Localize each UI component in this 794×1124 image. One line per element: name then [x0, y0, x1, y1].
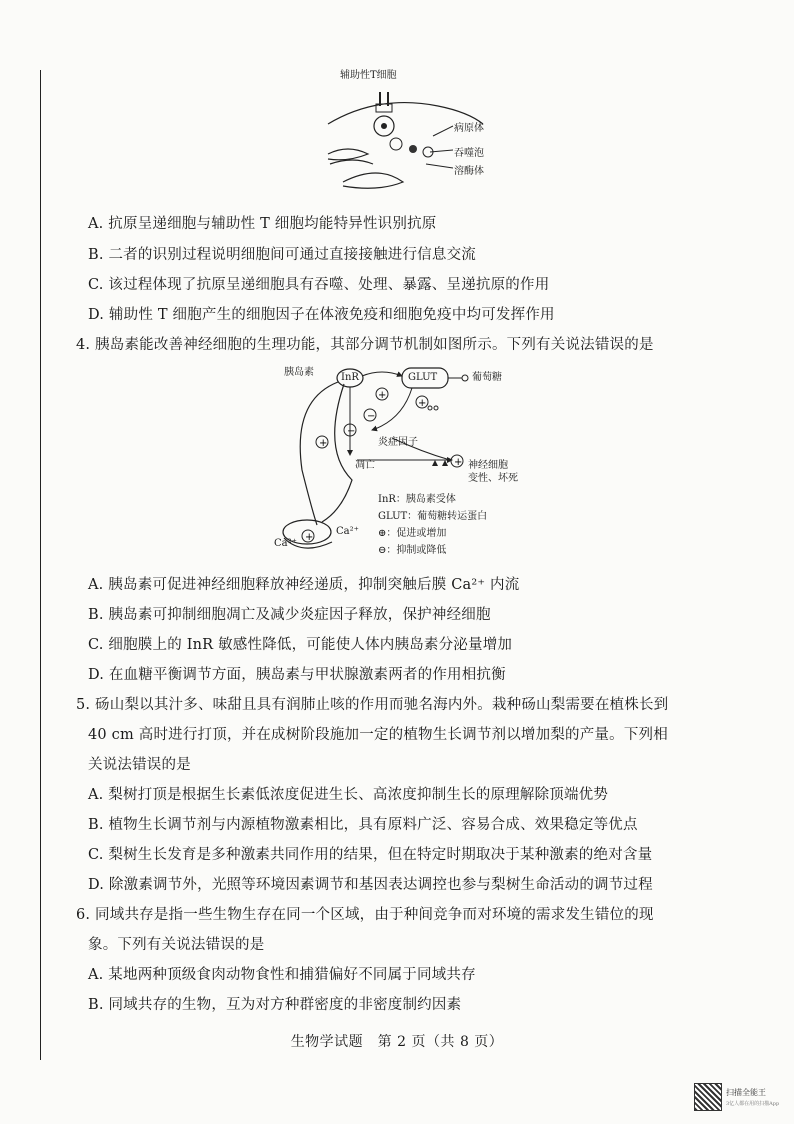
q4-option-c: C. 细胞膜上的 InR 敏感性降低，可能使人体内胰岛素分泌量增加: [88, 637, 513, 653]
q5-option-b: B. 植物生长调节剂与内源植物激素相比，具有原料广泛、容易合成、效果稳定等优点: [88, 817, 638, 833]
neuron-label: 神经细胞: [468, 460, 508, 471]
q6-option-b: B. 同域共存的生物，互为对方种群密度的非密度制约因素: [88, 997, 462, 1013]
neuron-degeneration-label: 变性、坏死: [468, 473, 518, 484]
svg-text:−: −: [367, 411, 376, 422]
q5-stem-line-1: 5. 砀山梨以其汁多、味甜且具有润肺止咳的作用而驰名海内外。栽种砀山梨需要在植株长到: [76, 697, 669, 713]
antigen-presentation-figure: [318, 64, 488, 196]
q3-option-d: D. 辅助性 T 细胞产生的细胞因子在体液免疫和细胞免疫中均可发挥作用: [88, 307, 555, 323]
inr-label: InR: [341, 372, 359, 383]
q5-stem-line-2: 40 cm 高时进行打顶，并在成树阶段施加一定的植物生长调节剂以增加梨的产量。下列相: [88, 727, 668, 743]
q4-option-d: D. 在血糖平衡调节方面，胰岛素与甲状腺激素两者的作用相抗衡: [88, 667, 506, 683]
phagosome-label: 吞噬泡: [454, 148, 484, 159]
q6-stem-line-1: 6. 同域共存是指一些生物生存在同一个区域，由于种间竞争而对环境的需求发生错位的现: [76, 907, 654, 923]
glucose-label: 葡萄糖: [472, 372, 502, 383]
ca-top-label: Ca²⁺: [336, 526, 359, 537]
q5-option-c: C. 梨树生长发育是多种激素共同作用的结果，但在特定时期取决于某种激素的绝对含量: [88, 847, 653, 863]
figure-legend: [378, 490, 487, 558]
ca-left-label: Ca²⁺: [274, 538, 297, 549]
apoptosis-label: 凋亡: [355, 460, 375, 471]
svg-text:+: +: [305, 532, 314, 543]
q5-stem-line-3: 关说法错误的是: [88, 757, 191, 773]
legend-inr: InR：胰岛素受体: [378, 494, 456, 505]
page-footer: 生物学试题 第 2 页（共 8 页）: [290, 1034, 504, 1050]
q5-option-d: D. 除激素调节外，光照等环境因素调节和基因表达调控也参与梨树生命活动的调节过程: [88, 877, 653, 893]
q5-option-a: A. 梨树打顶是根据生长素低浓度促进生长、高浓度抑制生长的原理解除顶端优势: [88, 787, 609, 803]
q6-option-a: A. 某地两种顶级食肉动物食性和捕猎偏好不同属于同域共存: [88, 967, 476, 983]
legend-promote: ⊕：促进或增加: [378, 528, 447, 539]
q4-option-a: A. 胰岛素可促进神经细胞释放神经递质，抑制突触后膜 Ca²⁺ 内流: [88, 577, 520, 593]
margin-rule: [40, 70, 41, 1060]
q3-option-a: A. 抗原呈递细胞与辅助性 T 细胞均能特异性识别抗原: [88, 216, 437, 232]
glut-label: GLUT: [408, 372, 438, 383]
q4-option-b: B. 胰岛素可抑制细胞凋亡及减少炎症因子释放，保护神经细胞: [88, 607, 491, 623]
q4-stem: 4. 胰岛素能改善神经细胞的生理功能，其部分调节机制如图所示。下列有关说法错误的是: [76, 337, 654, 353]
svg-text:+: +: [418, 398, 427, 409]
svg-text:+: +: [319, 438, 328, 449]
q3-option-b: B. 二者的识别过程说明细胞间可通过直接接触进行信息交流: [88, 247, 476, 263]
svg-text:+: +: [378, 390, 387, 401]
watermark-brand: 扫描全能王: [726, 1088, 766, 1097]
svg-text:−: −: [347, 426, 356, 437]
pathogen-label: 病原体: [454, 123, 484, 134]
t-cell-label: 辅助性T细胞: [340, 70, 397, 81]
q3-option-c: C. 该过程体现了抗原呈递细胞具有吞噬、处理、暴露、呈递抗原的作用: [88, 277, 550, 293]
inflammation-label: 炎症因子: [378, 437, 418, 448]
qr-code-icon: [694, 1083, 722, 1111]
q6-stem-line-2: 象。下列有关说法错误的是: [88, 937, 265, 953]
legend-inhibit: ⊖：抑制或降低: [378, 545, 447, 556]
legend-glut: GLUT：葡萄糖转运蛋白: [378, 511, 488, 522]
svg-text:+: +: [454, 457, 463, 468]
watermark-sub: 3亿人都在用的扫描App: [726, 1101, 780, 1107]
insulin-label: 胰岛素: [284, 367, 314, 378]
scanner-watermark: [694, 1083, 786, 1113]
lysosome-label: 溶酶体: [454, 166, 484, 177]
